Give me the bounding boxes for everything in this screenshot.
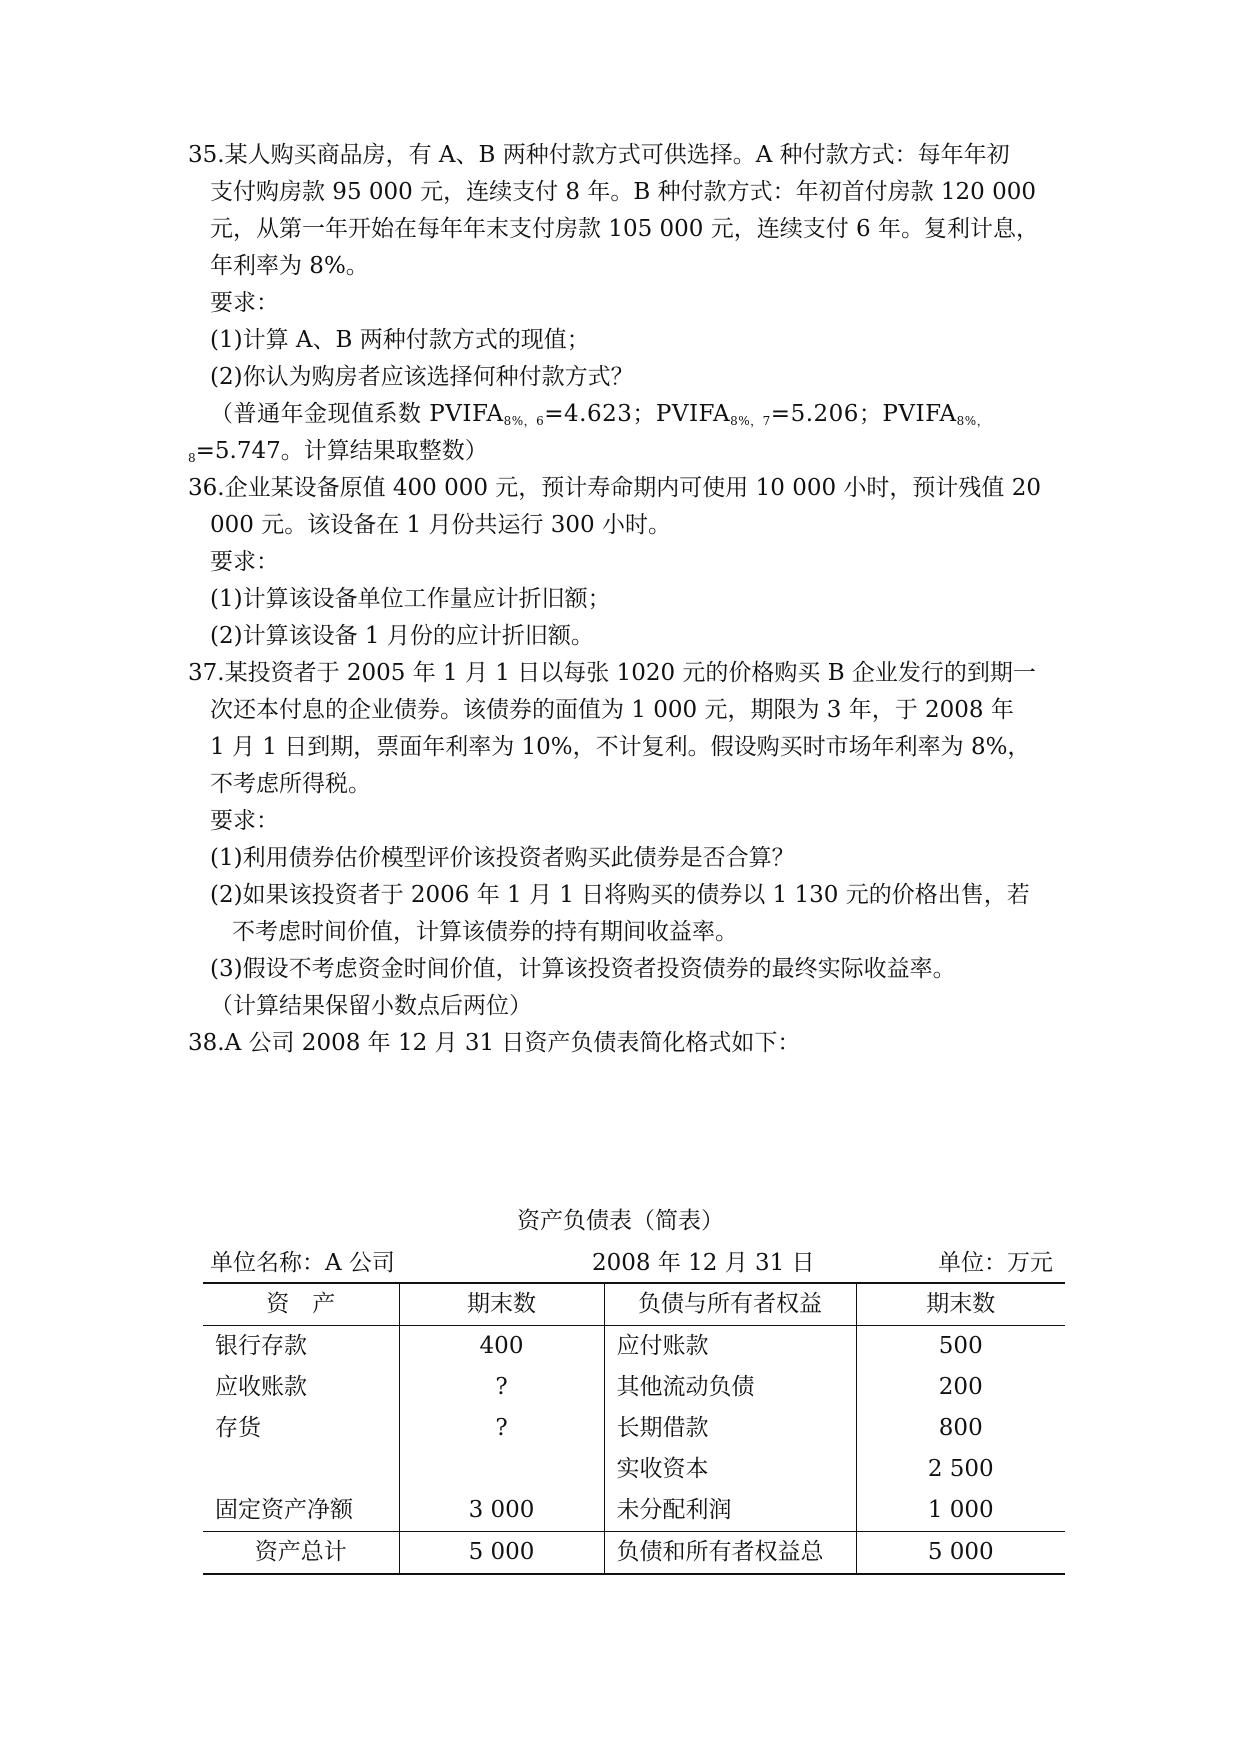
liability-amount: 2 500 (927, 1456, 994, 1482)
header-liabilities-equity: 负债与所有者权益 (604, 1283, 856, 1326)
total-assets-amount: 5 000 (399, 1532, 604, 1575)
table-row (203, 1326, 1065, 1368)
q35-line-2: 支付购房款 95 000 元，连续支付 8 年。B 种付款方式：年初首付房款 120 000 (210, 179, 1036, 205)
q35-line-1: 35.某人购买商品房，有 A、B 两种付款方式可供选择。A 种付款方式：每年年初 (188, 142, 1010, 168)
table-unit-name: 单位名称：A 公司 (210, 1250, 395, 1276)
asset-name: 固定资产净额 (203, 1490, 399, 1532)
q36-line-2: 000 元。该设备在 1 月份共运行 300 小时。 (210, 512, 671, 538)
liability-name: 其他流动负债 (604, 1367, 856, 1408)
asset-amount: 400 (399, 1326, 604, 1368)
q37-line-1: 37.某投资者于 2005 年 1 月 1 日以每张 1020 元的价格购买 B 企业发行的到期一 (188, 660, 1036, 686)
liability-name: 应付账款 (604, 1326, 856, 1368)
q37-note: （计算结果保留小数点后两位） (210, 993, 532, 1019)
q37-requirement: 要求： (210, 808, 279, 834)
table-row (203, 1408, 1065, 1449)
table-row (203, 1449, 1065, 1490)
q37-req-3: (3)假设不考虑资金时间价值，计算该投资者投资债券的最终实际收益率。 (210, 956, 956, 982)
q37-line-2: 次还本付息的企业债券。该债券的面值为 1 000 元，期限为 3 年，于 2008 年 (210, 697, 1014, 723)
asset-amount (399, 1449, 604, 1490)
table-date: 2008 年 12 月 31 日 (592, 1250, 815, 1276)
q35-note-part-b: =4.623；PVIFA (544, 401, 731, 427)
asset-name (203, 1449, 399, 1490)
liability-amount: 800 (938, 1415, 983, 1441)
header-assets-amount: 期末数 (399, 1283, 604, 1326)
q37-line-4: 不考虑所得税。 (210, 771, 371, 797)
total-assets-label: 资产总计 (203, 1532, 399, 1575)
q35-note (210, 399, 989, 429)
asset-amount: ? (399, 1367, 604, 1408)
q38-line-1: 38.A 公司 2008 年 12 月 31 日资产负债表简化格式如下： (188, 1030, 801, 1056)
q35-note-part-c: =5.206；PVIFA (770, 401, 957, 427)
liability-name: 实收资本 (604, 1449, 856, 1490)
q35-note-sub-1: 8%，6 (503, 414, 545, 428)
asset-name: 应收账款 (203, 1367, 399, 1408)
asset-name: 银行存款 (203, 1326, 399, 1368)
table-header-row (203, 1283, 1065, 1326)
q37-req-2-cont: 不考虑时间价值，计算该债券的持有期间收益率。 (232, 919, 738, 945)
q35-requirement: 要求： (210, 290, 279, 316)
asset-name: 存货 (203, 1408, 399, 1449)
q37-line-3: 1 月 1 日到期，票面年利率为 10%，不计复利。假设购买时市场年利率为 8%， (210, 734, 1031, 760)
total-liabilities-label: 负债和所有者权益总 (604, 1532, 856, 1575)
q36-req-2: (2)计算该设备 1 月份的应计折旧额。 (210, 623, 594, 649)
q35-line-4: 年利率为 8%。 (210, 253, 369, 279)
liability-amount: 500 (938, 1333, 983, 1359)
q37-req-2: (2)如果该投资者于 2006 年 1 月 1 日将购买的债券以 1 130 元的价格出售，若 (210, 882, 1030, 908)
q36-req-1: (1)计算该设备单位工作量应计折旧额； (210, 586, 611, 612)
q35-note-part-a: （普通年金现值系数 PVIFA (210, 401, 504, 427)
table-row (203, 1490, 1065, 1532)
q36-line-1: 36.企业某设备原值 400 000 元，预计寿命期内可使用 10 000 小时，预计残值 20 (188, 475, 1041, 501)
liability-amount: 1 000 (927, 1497, 994, 1523)
q36-requirement: 要求： (210, 549, 279, 575)
asset-amount: ? (399, 1408, 604, 1449)
table-unit: 单位：万元 (938, 1250, 1053, 1276)
table-total-row (203, 1532, 1065, 1575)
liability-name: 未分配利润 (604, 1490, 856, 1532)
total-liabilities-amount: 5 000 (856, 1532, 1065, 1575)
header-assets: 资 产 (203, 1283, 399, 1326)
q35-req-1: (1)计算 A、B 两种付款方式的现值； (210, 327, 590, 353)
q35-note-part-d: =5.747。计算结果取整数） (195, 438, 488, 464)
table-row (203, 1367, 1065, 1408)
q37-req-1: (1)利用债券估价模型评价该投资者购买此债券是否合算？ (210, 845, 795, 871)
q35-note-sub-2: 8%，7 (730, 414, 771, 428)
q35-note-cont (188, 436, 488, 466)
header-liabilities-amount: 期末数 (856, 1283, 1065, 1326)
table-title: 资产负债表（简表） (517, 1208, 724, 1234)
q35-req-2: (2)你认为购房者应该选择何种付款方式？ (210, 364, 634, 390)
q35-note-sub-3: 8%， (956, 414, 990, 428)
q35-line-3: 元，从第一年开始在每年年末支付房款 105 000 元，连续支付 6 年。复利计息， (210, 216, 1039, 242)
asset-amount: 3 000 (399, 1490, 604, 1532)
balance-sheet-table (203, 1282, 1065, 1575)
liability-amount: 200 (938, 1374, 983, 1400)
q35-note-sub-4: 8 (188, 451, 196, 465)
liability-name: 长期借款 (604, 1408, 856, 1449)
